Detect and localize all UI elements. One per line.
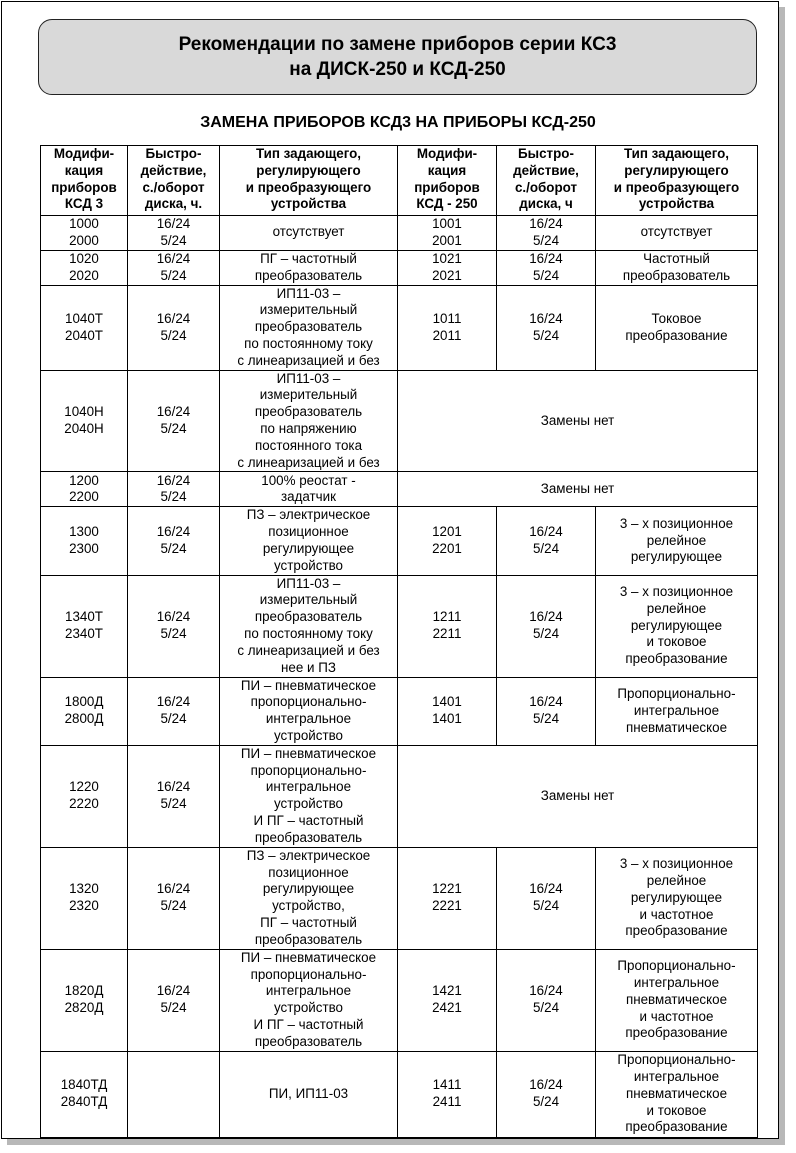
cell-device-type-ksd3: отсутствует [220,216,398,251]
cell-device-type-ksd250: 3 – х позиционное релейное регулирующее и токовое преобразование [596,575,758,677]
cell-speed-ksd3: 16/24 5/24 [128,677,220,745]
cell-modification-ksd250: 1221 2221 [398,847,497,949]
cell-speed-ksd3: 16/24 5/24 [128,847,220,949]
table-row [41,575,758,677]
replacement-table [40,145,758,1138]
cell-speed-ksd3: 16/24 5/24 [128,507,220,575]
cell-speed-ksd3: 16/24 5/24 [128,745,220,847]
cell-speed-ksd3: 16/24 5/24 [128,216,220,251]
table-row [41,216,758,251]
table-row [41,285,758,370]
table-row [41,847,758,949]
cell-modification-ksd3: 1840ТД 2840ТД [41,1051,128,1137]
table-subtitle: ЗАМЕНА ПРИБОРОВ КСД3 НА ПРИБОРЫ КСД-250 [200,114,596,131]
cell-device-type-ksd3: ПИ, ИП11-03 [220,1051,398,1137]
cell-no-replacement: Замены нет [398,370,758,472]
cell-device-type-ksd250: Пропорционально- интегральное пневматическое и частотное преобразование [596,949,758,1051]
cell-speed-ksd3: 16/24 5/24 [128,472,220,507]
cell-modification-ksd250: 1411 2411 [398,1051,497,1137]
cell-device-type-ksd3: ПИ – пневматическое пропорционально- интегральное устройство И ПГ – частотный преобразователь [220,949,398,1051]
cell-modification-ksd3: 1020 2020 [41,250,128,285]
cell-device-type-ksd3: ПЗ – электрическое позиционное регулирующее устройство [220,507,398,575]
cell-speed-ksd3: 16/24 5/24 [128,250,220,285]
cell-device-type-ksd3: ПИ – пневматическое пропорционально- интегральное устройство И ПГ – частотный преобразователь [220,745,398,847]
cell-modification-ksd250: 1421 2421 [398,949,497,1051]
cell-modification-ksd3: 1340Т 2340Т [41,575,128,677]
cell-device-type-ksd250: Токовое преобразование [596,285,758,370]
header-device-type-ksd250: Тип задающего, регулирующего и преобразующего устройства [596,146,758,216]
cell-speed-ksd3 [128,1051,220,1137]
title-line-1: Рекомендации по замене приборов серии КС3 [178,34,617,55]
cell-device-type-ksd250: Пропорционально- интегральное пневматическое и токовое преобразование [596,1051,758,1137]
table-header-row [41,146,758,216]
header-speed-ksd3: Быстро- действие, с./оборот диска, ч. [128,146,220,216]
cell-device-type-ksd250: Частотный преобразователь [596,250,758,285]
header-speed-ksd250: Быстро- действие, с./оборот диска, ч [497,146,596,216]
header-modification-ksd250: Модифи- кация приборов КСД - 250 [398,146,497,216]
cell-speed-ksd250: 16/24 5/24 [497,949,596,1051]
title-line-2: на ДИСК-250 и КСД-250 [289,59,506,80]
cell-modification-ksd3: 1040Т 2040Т [41,285,128,370]
cell-device-type-ksd3: ИП11-03 – измерительный преобразователь по постоянному току с линеаризацией и без нее и ПЗ [220,575,398,677]
cell-modification-ksd250: 1021 2021 [398,250,497,285]
cell-modification-ksd3: 1300 2300 [41,507,128,575]
cell-modification-ksd3: 1000 2000 [41,216,128,251]
cell-speed-ksd3: 16/24 5/24 [128,370,220,472]
cell-device-type-ksd3: ИП11-03 – измерительный преобразователь по постоянному току с линеаризацией и без [220,285,398,370]
table-row [41,745,758,847]
table-row [41,1051,758,1137]
cell-speed-ksd3: 16/24 5/24 [128,285,220,370]
header-device-type-ksd3: Тип задающего, регулирующего и преобразующего устройства [220,146,398,216]
cell-speed-ksd3: 16/24 5/24 [128,575,220,677]
cell-speed-ksd250: 16/24 5/24 [497,847,596,949]
cell-modification-ksd250: 1001 2001 [398,216,497,251]
cell-device-type-ksd3: ПЗ – электрическое позиционное регулирующее устройство, ПГ – частотный преобразователь [220,847,398,949]
cell-speed-ksd250: 16/24 5/24 [497,1051,596,1137]
cell-modification-ksd250: 1011 2011 [398,285,497,370]
cell-device-type-ksd250: Пропорционально- интегральное пневматическое [596,677,758,745]
cell-device-type-ksd3: 100% реостат - задатчик [220,472,398,507]
cell-modification-ksd3: 1040Н 2040Н [41,370,128,472]
cell-no-replacement: Замены нет [398,745,758,847]
cell-modification-ksd3: 1200 2200 [41,472,128,507]
cell-speed-ksd250: 16/24 5/24 [497,250,596,285]
cell-no-replacement: Замены нет [398,472,758,507]
cell-speed-ksd250: 16/24 5/24 [497,216,596,251]
table-row [41,250,758,285]
table-row [41,370,758,472]
cell-speed-ksd250: 16/24 5/24 [497,507,596,575]
cell-device-type-ksd250: 3 – х позиционное релейное регулирующее [596,507,758,575]
table-row [41,677,758,745]
cell-modification-ksd250: 1201 2201 [398,507,497,575]
cell-speed-ksd250: 16/24 5/24 [497,575,596,677]
table-row [41,507,758,575]
cell-modification-ksd3: 1220 2220 [41,745,128,847]
cell-device-type-ksd250: отсутствует [596,216,758,251]
cell-device-type-ksd250: 3 – х позиционное релейное регулирующее и частотное преобразование [596,847,758,949]
cell-device-type-ksd3: ПГ – частотный преобразователь [220,250,398,285]
cell-modification-ksd3: 1820Д 2820Д [41,949,128,1051]
table-row [41,472,758,507]
cell-device-type-ksd3: ПИ – пневматическое пропорционально- интегральное устройство [220,677,398,745]
cell-modification-ksd250: 1401 1401 [398,677,497,745]
cell-modification-ksd3: 1800Д 2800Д [41,677,128,745]
cell-modification-ksd3: 1320 2320 [41,847,128,949]
table-row [41,949,758,1051]
header-modification-ksd3: Модифи- кация приборов КСД 3 [41,146,128,216]
cell-modification-ksd250: 1211 2211 [398,575,497,677]
cell-speed-ksd3: 16/24 5/24 [128,949,220,1051]
cell-device-type-ksd3: ИП11-03 – измерительный преобразователь по напряжению постоянного тока с линеаризацией и без [220,370,398,472]
title-box [38,19,757,95]
cell-speed-ksd250: 16/24 5/24 [497,285,596,370]
cell-speed-ksd250: 16/24 5/24 [497,677,596,745]
